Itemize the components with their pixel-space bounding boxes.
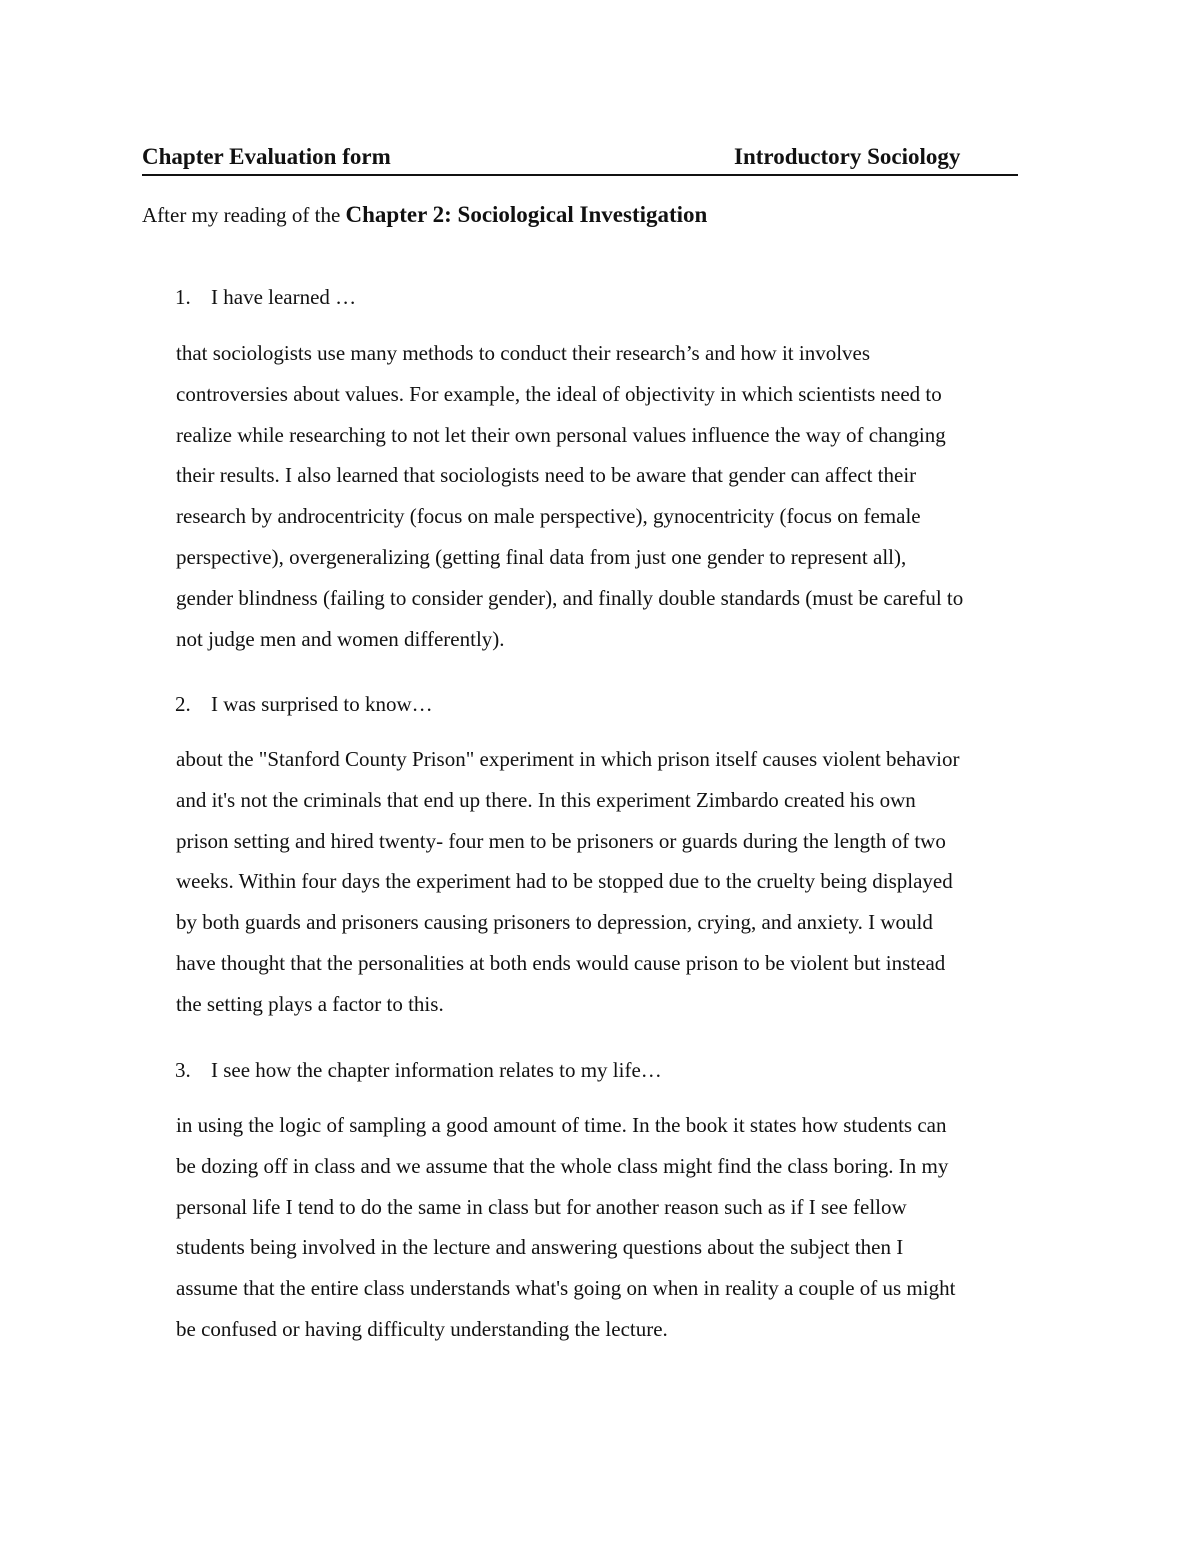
answer-line: assume that the entire class understands what's going on when in reality a couple of us might: [176, 1276, 956, 1301]
answer-line: have thought that the personalities at both ends would cause prison to be violent but instead: [176, 950, 946, 975]
answer-line: in using the logic of sampling a good amount of time. In the book it states how students can: [176, 1113, 947, 1137]
answer-line: the setting plays a factor to this.: [176, 991, 444, 1016]
question-3: [175, 1058, 662, 1083]
question-2: [175, 692, 433, 717]
answer-line: about the "Stanford County Prison" experiment in which prison itself causes violent behavior: [176, 747, 960, 771]
answer-line: perspective), overgeneralizing (getting final data from just one gender to represent all),: [176, 544, 907, 569]
answer-line: prison setting and hired twenty- four men to be prisoners or guards during the length of two: [176, 828, 946, 853]
chapter-line-prefix: After my reading of the: [142, 203, 346, 227]
answer-line: realize while researching to not let their own personal values influence the way of changing: [176, 422, 946, 447]
answer-line: be dozing off in class and we assume that the whole class might find the class boring. In my: [176, 1153, 949, 1178]
answer-line: by both guards and prisoners causing prisoners to depression, crying, and anxiety. I would: [176, 910, 933, 935]
answer-line: be confused or having difficulty understanding the lecture.: [176, 1316, 668, 1341]
chapter-title: Chapter 2: Sociological Investigation: [345, 202, 708, 227]
question-number: 1.: [175, 285, 191, 309]
question-prompt: I see how the chapter information relates to my life…: [211, 1058, 662, 1082]
question-prompt: I have learned …: [211, 285, 357, 309]
question-prompt: I was surprised to know…: [211, 692, 433, 716]
answer-1: [176, 333, 1076, 659]
answer-line: controversies about values. For example, the ideal of objectivity in which scientists need to: [176, 381, 942, 406]
form-header: [142, 144, 1018, 176]
answer-line: research by androcentricity (focus on male perspective), gynocentricity (focus on female: [176, 504, 921, 529]
answer-line: their results. I also learned that sociologists need to be aware that gender can affect their: [176, 463, 917, 488]
course-title: Introductory Sociology: [734, 144, 961, 169]
question-number: 2.: [175, 692, 191, 716]
question-1: [175, 285, 356, 310]
answer-3: [176, 1105, 1076, 1350]
answer-line: students being involved in the lecture and answering questions about the subject then I: [176, 1235, 904, 1260]
answer-line: that sociologists use many methods to conduct their research’s and how it involves: [176, 341, 871, 365]
answer-line: and it's not the criminals that end up there. In this experiment Zimbardo created his own: [176, 787, 916, 812]
question-number: 3.: [175, 1058, 191, 1082]
answer-line: gender blindness (failing to consider gender), and finally double standards (must be careful to: [176, 585, 964, 610]
answer-line: personal life I tend to do the same in class but for another reason such as if I see fellow: [176, 1194, 907, 1219]
answer-2: [176, 739, 1076, 1025]
answer-line: weeks. Within four days the experiment had to be stopped due to the cruelty being displayed: [176, 869, 953, 894]
chapter-line: [142, 202, 707, 228]
answer-line: not judge men and women differently).: [176, 626, 505, 651]
form-title: Chapter Evaluation form: [142, 144, 391, 169]
